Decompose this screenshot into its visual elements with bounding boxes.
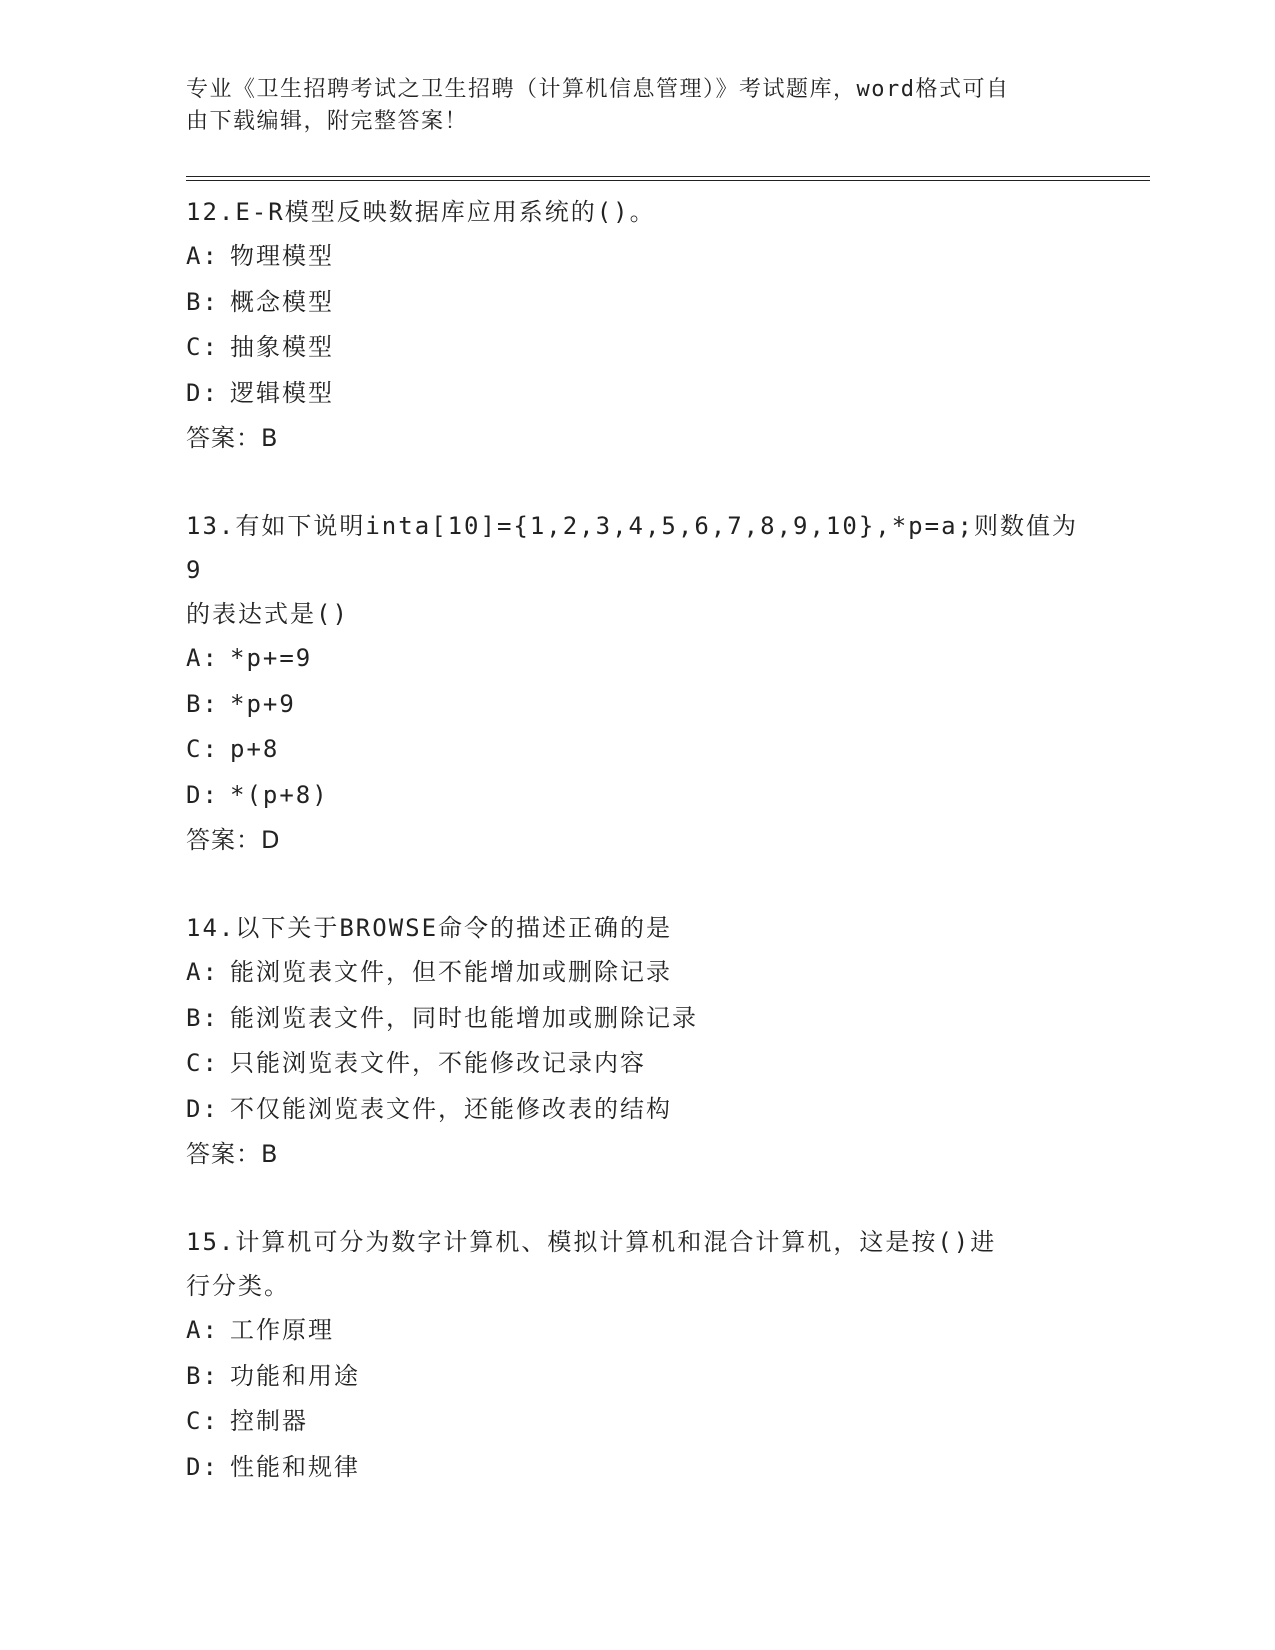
answer-option: [186, 234, 1086, 280]
question-text: 14.以下关于BROWSE命令的描述正确的是: [186, 914, 673, 942]
question-block: [186, 1220, 1086, 1490]
option-letter: D:: [186, 378, 219, 407]
answer-key: 答案：B: [186, 424, 279, 452]
option-text: *p+=9: [230, 644, 313, 672]
answer-option: [186, 371, 1086, 417]
option-letter: A:: [186, 242, 219, 270]
answer-option: [186, 950, 1086, 996]
option-letter: B:: [186, 689, 219, 718]
question-text: 12.E-R模型反映数据库应用系统的()。: [186, 198, 656, 226]
option-text: 物理模型: [230, 242, 334, 270]
header-line-1: 专业《卫生招聘考试之卫生招聘（计算机信息管理）》考试题库，word格式可自: [186, 77, 1010, 102]
option-letter: B:: [186, 1361, 219, 1390]
option-letter: D:: [186, 1094, 219, 1123]
option-text: p+8: [230, 735, 280, 763]
option-text: 只能浏览表文件，不能修改记录内容: [230, 1049, 646, 1077]
option-letter: C:: [186, 333, 219, 361]
option-text: 能浏览表文件，但不能增加或删除记录: [230, 958, 672, 986]
option-text: *(p+8): [230, 780, 329, 809]
option-letter: B:: [186, 287, 219, 316]
question-text: 13.有如下说明inta[10]={1,2,3,4,5,6,7,8,9,10},*p=a;则数值为9: [186, 512, 1078, 584]
option-letter: C:: [186, 1049, 219, 1077]
option-text: 工作原理: [230, 1316, 334, 1344]
option-letter: A:: [186, 644, 219, 672]
answer-option: [186, 1354, 1086, 1400]
option-text: 概念模型: [230, 287, 334, 316]
option-text: 控制器: [230, 1407, 308, 1435]
answer-option: [186, 636, 1086, 682]
question-block: [186, 190, 1086, 460]
option-text: 不仅能浏览表文件，还能修改表的结构: [230, 1094, 672, 1123]
header-divider: [186, 176, 1150, 181]
option-text: *p+9: [230, 689, 296, 718]
answer-option: [186, 1399, 1086, 1445]
answer-option: [186, 682, 1086, 728]
option-letter: A:: [186, 1316, 219, 1344]
question-spacer: [186, 1176, 1086, 1220]
answer-option: [186, 1445, 1086, 1491]
answer-option: [186, 1308, 1086, 1354]
question-block: [186, 906, 1086, 1176]
option-letter: C:: [186, 735, 219, 763]
answer-option: [186, 996, 1086, 1042]
option-text: 性能和规律: [230, 1452, 360, 1481]
question-spacer: [186, 862, 1086, 906]
answer-option: [186, 773, 1086, 819]
header-line-2: 由下载编辑，附完整答案！: [186, 109, 469, 134]
question-text: 行分类。: [186, 1272, 290, 1300]
option-letter: C:: [186, 1407, 219, 1435]
option-letter: B:: [186, 1003, 219, 1032]
answer-key: 答案：B: [186, 1140, 279, 1168]
answer-option: [186, 1087, 1086, 1133]
answer-option: [186, 727, 1086, 773]
option-text: 功能和用途: [230, 1361, 360, 1390]
option-text: 能浏览表文件，同时也能增加或删除记录: [230, 1003, 698, 1032]
document-header: [186, 74, 1066, 138]
question-spacer: [186, 460, 1086, 504]
option-text: 逻辑模型: [230, 378, 334, 407]
answer-option: [186, 1041, 1086, 1087]
question-list: [186, 190, 1086, 1490]
option-letter: A:: [186, 958, 219, 986]
answer-option: [186, 325, 1086, 371]
answer-option: [186, 280, 1086, 326]
question-text: 的表达式是(): [186, 600, 349, 628]
option-text: 抽象模型: [230, 333, 334, 361]
question-text: 15.计算机可分为数字计算机、模拟计算机和混合计算机，这是按()进: [186, 1228, 997, 1256]
option-letter: D:: [186, 1452, 219, 1481]
question-block: [186, 504, 1086, 862]
option-letter: D:: [186, 780, 219, 809]
answer-key: 答案：D: [186, 826, 281, 854]
